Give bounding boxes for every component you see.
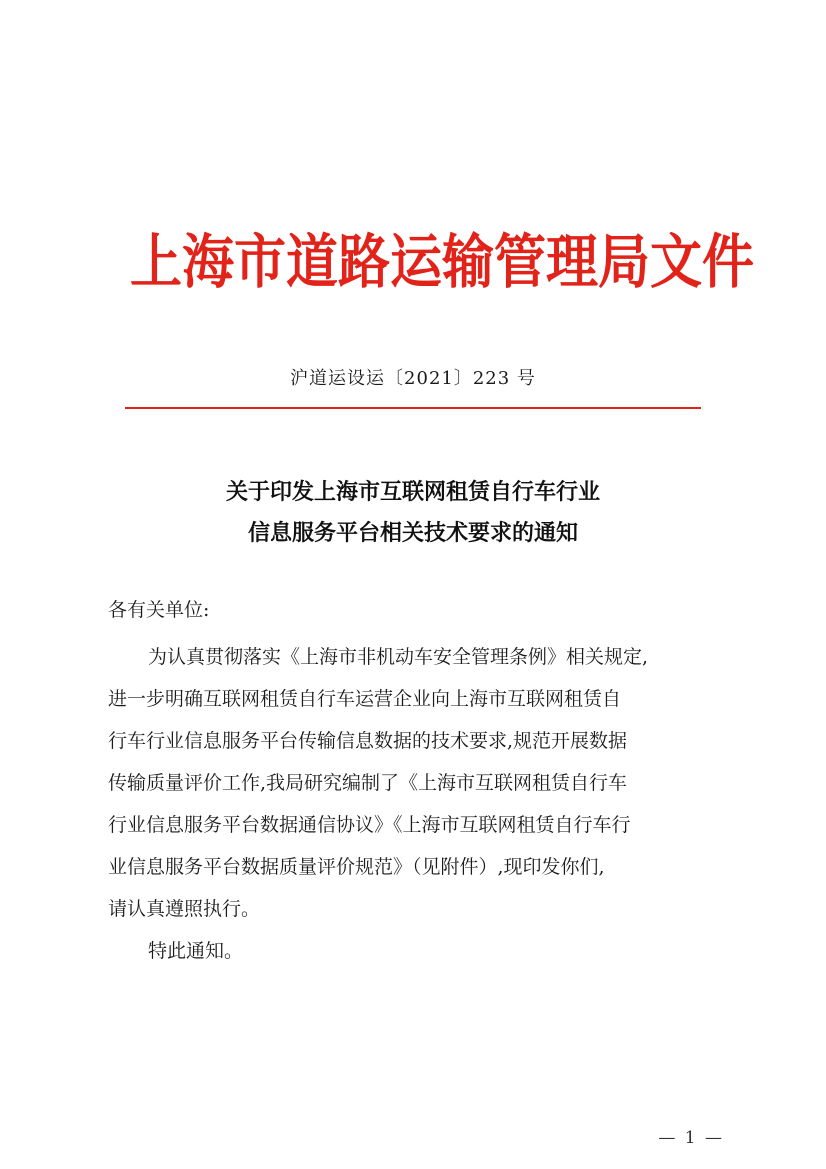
body-line-7: 请认真遵照执行。 (108, 898, 261, 920)
document-title-line-2: 信息服务平台相关技术要求的通知 (247, 521, 578, 546)
body-line-4: 传输质量评价工作,我局研究编制了《上海市互联网租赁自行车 (108, 772, 628, 794)
body-line-3: 行车行业信息服务平台传输信息数据的技术要求,规范开展数据 (108, 730, 628, 752)
body-line-2: 进一步明确互联网租赁自行车运营企业向上海市互联网租赁自 (108, 688, 622, 710)
document-title-line-1: 关于印发上海市互联网租赁自行车行业 (225, 480, 600, 505)
page-number: — 1 — (658, 1128, 724, 1148)
document-number: 沪道运设运〔2021〕223 号 (290, 368, 536, 389)
issuer-header: 上海市道路运输管理局文件 (130, 228, 755, 297)
body-line-6: 业信息服务平台数据质量评价规范》（见附件）,现印发你们, (108, 856, 605, 878)
red-divider-line (125, 407, 701, 409)
salutation: 各有关单位: (108, 599, 210, 621)
body-line-5: 行业信息服务平台数据通信协议》《上海市互联网租赁自行车行 (108, 814, 631, 836)
body-line-1: 为认真贯彻落实《上海市非机动车安全管理条例》相关规定, (148, 646, 649, 668)
closing-line: 特此通知。 (148, 940, 244, 962)
